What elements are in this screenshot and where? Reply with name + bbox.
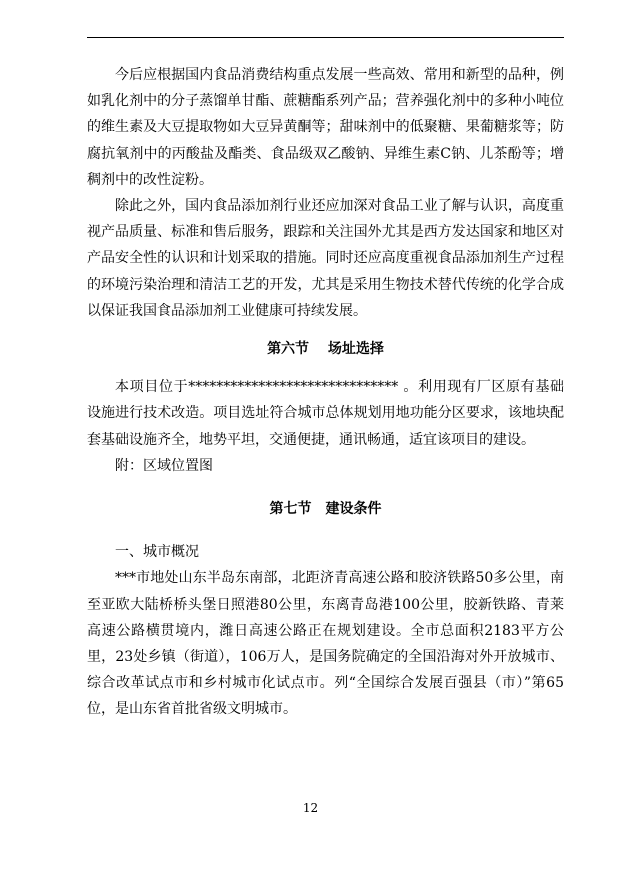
document-body (87, 62, 564, 723)
paragraph-attachment-note: 附：区域位置图 (115, 457, 213, 474)
section-6-title: 第六节 场址选择 (267, 341, 384, 358)
header-rule (87, 37, 564, 38)
page-number: 12 (302, 801, 319, 815)
paragraph-food-additive-development: 今后应根据国内食品消费结构重点发展一些高效、常用和新型的品种，例如乳化剂中的分子蒸馏单甘酯、蔗糖酯系列产品；营养强化剂中的多种小吨位的维生素及大豆提取物如大豆异黄酮等；甜味剂中的低聚糖、果葡糖浆等；防腐抗氧剂中的丙酸盐及酯类、食品级双乙酸钠、异维生素C钠、儿茶酚等；增稠剂中的改性淀粉。 (87, 67, 564, 188)
subheading-city-overview: 一、城市概况 (115, 544, 199, 561)
section-7-title: 第七节 建设条件 (269, 501, 382, 518)
paragraph-site-location: 本项目位于****************************** 。利用现有厂区原有基础设施进行技术改造。项目选址符合城市总体规划用地功能分区要求，该地块配套基础设施齐全，地势平坦，交通便捷，通讯畅通，适宜该项目的建设。 (87, 379, 564, 448)
paragraph-industry-recommendations: 除此之外，国内食品添加剂行业还应加深对食品工业了解与认识，高度重视产品质量、标准和售后服务，跟踪和关注国外尤其是西方发达国家和地区对产品安全性的认识和计划采取的措施。同时还应高度重视食品添加剂生产过程的环境污染治理和清洁工艺的开发，尤其是采用生物技术替代传统的化学合成以保证我国食品添加剂工业健康可持续发展。 (87, 198, 564, 319)
paragraph-city-overview: ***市地处山东半岛东南部，北距济青高速公路和胶济铁路50多公里，南至亚欧大陆桥桥头堡日照港80公里，东离青岛港100公里，胶新铁路、青莱高速公路横贯境内，潍日高速公路正在规划建设。全市总面积2183平方公里，23处乡镇（街道），106万人，是国务院确定的全国沿海对外开放城市、综合改革试点市和乡村城市化试点市。列“全国综合发展百强县（市）”第65位，是山东省首批省级文明城市。 (87, 570, 564, 718)
